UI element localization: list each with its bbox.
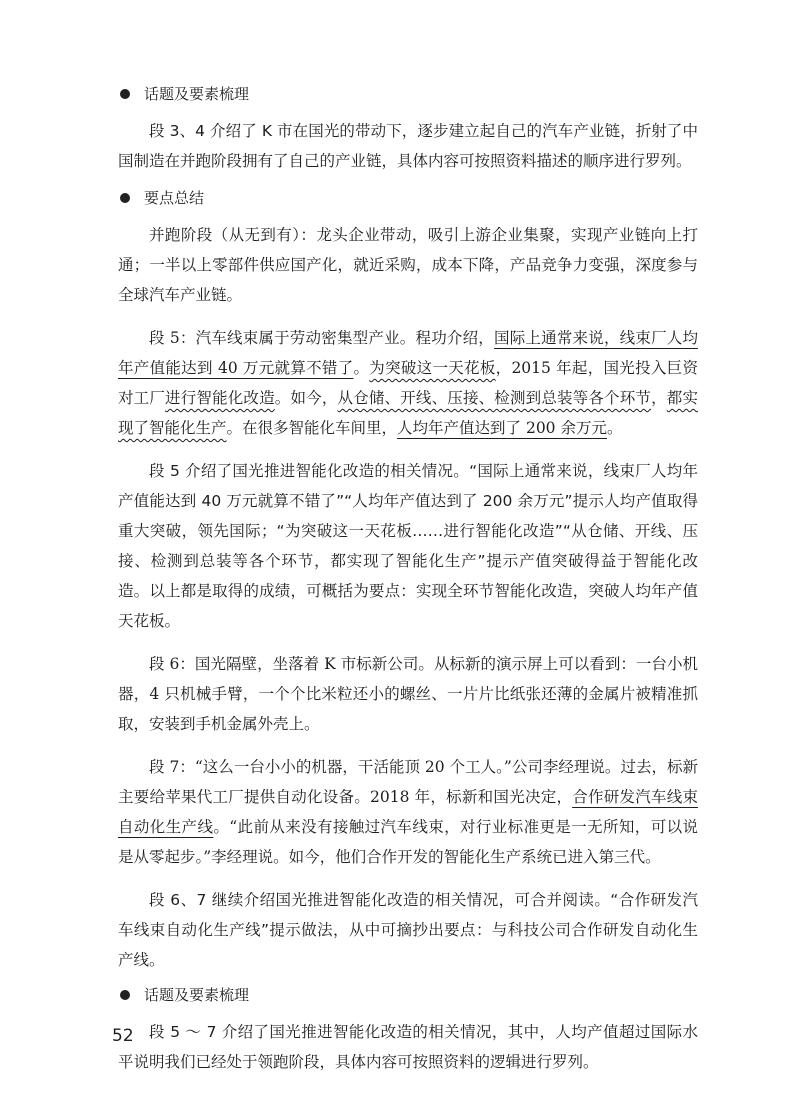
heading-text: 话题及要素梳理	[144, 986, 250, 1004]
bullet-dot-icon	[120, 193, 130, 203]
text-run: ，	[651, 389, 667, 407]
heading-text: 要点总结	[144, 189, 205, 207]
underlined-phrase: 合作研发汽车线束自动化生产线	[118, 788, 698, 836]
bullet-dot-icon	[120, 990, 130, 1000]
source-paragraph-5	[118, 323, 698, 443]
text-run: 段 7：“这么一台小小的机器，干活能顶 20 个工人。”公司李经理说。过去，标新主要给苹果代工厂提供自动化设备。2018 年，标新和国光决定，	[118, 758, 698, 806]
bullet-dot-icon	[120, 89, 130, 99]
section-heading-topic-1	[144, 82, 698, 106]
heading-text: 话题及要素梳理	[144, 85, 250, 103]
wavy-underlined-phrase: 进行智能化改造	[165, 389, 275, 407]
underlined-phrase: 国际上通常来说，线束厂人均年产值能达到 40 万元就算不错了	[118, 329, 698, 377]
source-paragraph-6: 段 6：国光隔壁，坐落着 K 市标新公司。从标新的演示屏上可以看到：一台小机器，4 只机械手臂，一个个比米粒还小的螺丝、一片片比纸张还薄的金属片被精准抓取，安装到手机金属外壳上。	[118, 655, 698, 733]
section-heading-topic-2	[144, 983, 698, 1007]
text-run: 段 5：汽车线束属于劳动密集型产业。程功介绍，	[149, 329, 495, 347]
section-heading-summary	[144, 186, 698, 210]
text-run: ，2015 年起，国光投入巨资对工厂	[118, 359, 698, 407]
summary-paragraph: 并跑阶段（从无到有）：龙头企业带动，吸引上游企业集聚，实现产业链向上打通；一半以上零部件供应国产化，就近采购，成本下降，产品竞争力变强，深度参与全球汽车产业链。	[118, 226, 698, 304]
text-run: 。在很多智能化车间里，	[226, 419, 398, 437]
page-number: 52	[112, 1026, 134, 1046]
analysis-paragraph-6-7: 段 6、7 继续介绍国光推进智能化改造的相关情况，可合并阅读。“合作研发汽车线束自动化生产线”提示做法，从中可摘抄出要点：与科技公司合作研发自动化生产线。	[118, 891, 698, 969]
wavy-underlined-phrase: 从仓储、开线、压接、检测到总装等各个环节	[337, 389, 652, 407]
text-run: 。	[606, 419, 623, 437]
text-run: 。如今，	[274, 389, 338, 407]
analysis-paragraph-5-7: 段 5 ～ 7 介绍了国光推进智能化改造的相关情况，其中，人均产值超过国际水平说明我们已经处于领跑阶段，具体内容可按照资料的逻辑进行罗列。	[118, 1023, 698, 1071]
underlined-phrase: 人均年产值达到了 200 余万元	[397, 419, 607, 437]
wavy-underlined-phrase: 都实现了智能化生产	[118, 389, 698, 437]
text-run: 。	[353, 359, 370, 377]
wavy-underlined-phrase: 为突破这一天花板	[369, 359, 496, 377]
page-content	[118, 82, 698, 1077]
analysis-paragraph-3-4: 段 3、4 介绍了 K 市在国光的带动下，逐步建立起自己的汽车产业链，折射了中国制造在并跑阶段拥有了自己的产业链，具体内容可按照资料描述的顺序进行罗列。	[118, 122, 698, 170]
text-run: 。“此前从来没有接触过汽车线束，对行业标准更是一无所知，可以说是从零起步。”李经理说。如今，他们合作开发的智能化生产系统已进入第三代。	[118, 818, 698, 866]
analysis-paragraph-5: 段 5 介绍了国光推进智能化改造的相关情况。“国际上通常来说，线束厂人均年产值能达到 40 万元就算不错了”“人均年产值达到了 200 余万元”提示人均产值取得重大突破，领先国际；“为突破这一天花板……进行智能化改造”“从仓储、开线、压接、检测到总装等各个环节，都实现了智能化生产”提示产值突破得益于智能化改造。以上都是取得的成绩，可概括为要点：实现全环节智能化改造，突破人均年产值天花板。	[118, 462, 698, 630]
source-paragraph-7	[118, 752, 698, 872]
